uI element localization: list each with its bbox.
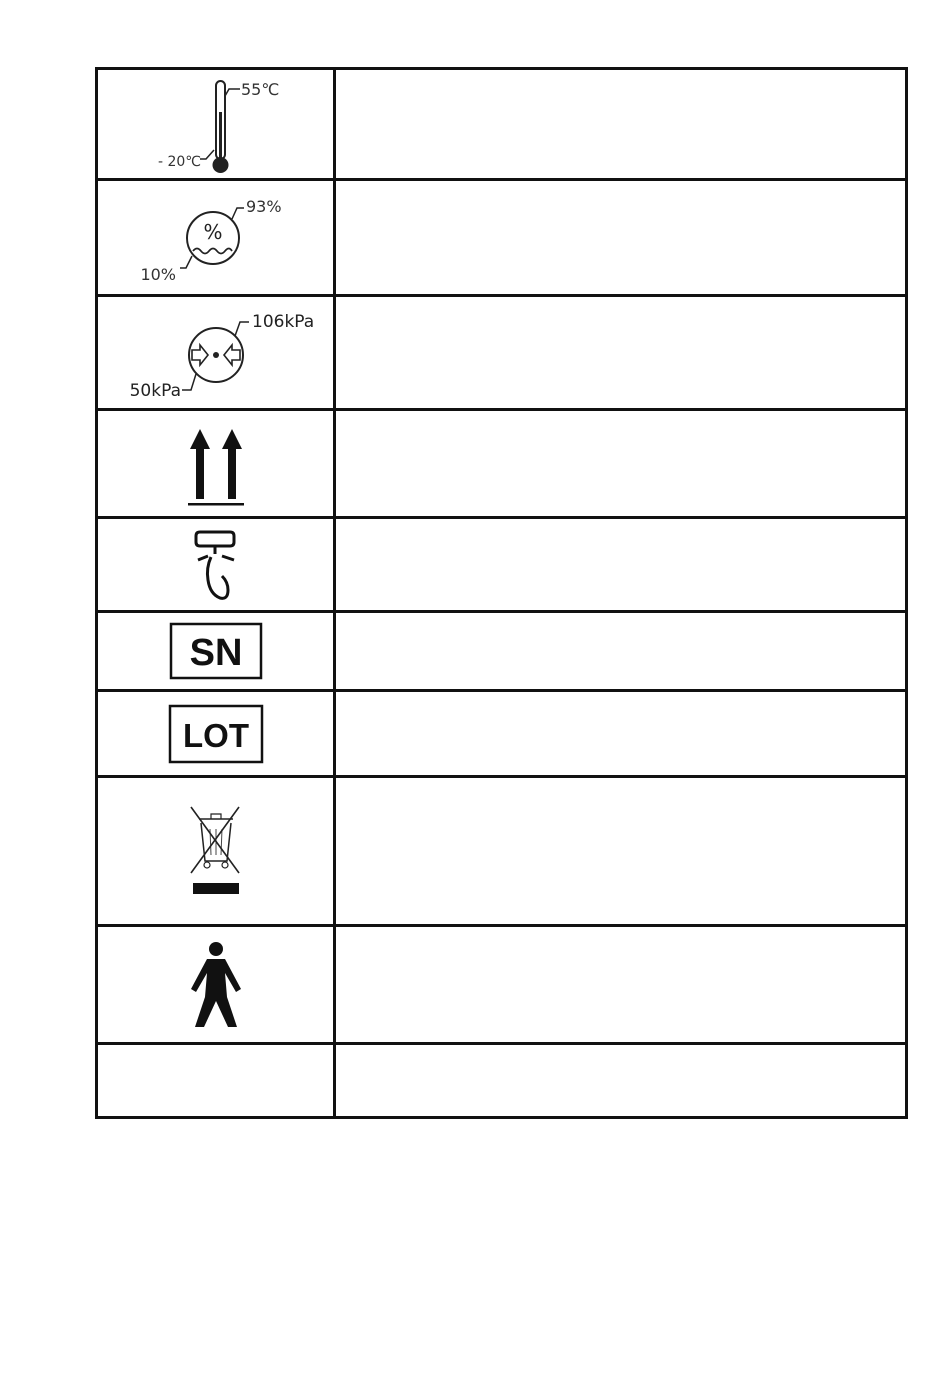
- table-row: [97, 410, 907, 518]
- table-row: [97, 691, 907, 777]
- symbol-cell: [97, 926, 335, 1044]
- description-cell: [335, 691, 907, 777]
- batch-code-icon: [168, 704, 264, 764]
- symbol-cell: [97, 410, 335, 518]
- table-row: [97, 777, 907, 926]
- upper-pressure-label: 106kPa: [251, 311, 314, 332]
- upper-temp-label: 55℃: [240, 79, 279, 99]
- serial-number-icon: [169, 622, 263, 680]
- description-cell: [335, 612, 907, 691]
- description-cell: [335, 69, 907, 180]
- type-b-applied-part-icon: [181, 937, 251, 1033]
- percent-glyph: %: [202, 219, 223, 244]
- symbol-cell: [97, 69, 335, 180]
- symbols-table: [95, 67, 908, 1119]
- temperature-limit-icon: [116, 72, 316, 177]
- symbol-cell: [97, 612, 335, 691]
- symbol-cell: [97, 296, 335, 410]
- table-row: [97, 1044, 907, 1118]
- table-row: [97, 296, 907, 410]
- lower-humidity-label: 10%: [139, 264, 176, 284]
- lot-text: LOT: [182, 716, 249, 754]
- atmospheric-pressure-limit-icon: [106, 299, 326, 407]
- table-row: [97, 926, 907, 1044]
- lower-pressure-label: 50kPa: [129, 380, 181, 401]
- symbol-cell: [97, 518, 335, 612]
- table-row: [97, 180, 907, 296]
- humidity-limit-icon: [116, 184, 316, 292]
- sn-text: SN: [189, 632, 242, 674]
- table-row: [97, 518, 907, 612]
- description-cell: [335, 777, 907, 926]
- symbol-cell: [97, 777, 335, 926]
- description-cell: [335, 180, 907, 296]
- upper-humidity-label: 93%: [245, 196, 282, 216]
- lower-temp-label: - 20℃: [157, 153, 201, 170]
- weee-crossed-bin-icon: [181, 799, 251, 903]
- table-row: [97, 612, 907, 691]
- description-cell: [335, 926, 907, 1044]
- description-cell: [335, 296, 907, 410]
- description-cell: [335, 410, 907, 518]
- this-way-up-icon: [176, 419, 256, 509]
- symbol-cell: [97, 1044, 335, 1118]
- description-cell: [335, 518, 907, 612]
- symbol-cell: [97, 180, 335, 296]
- fragile-handle-with-care-icon: [186, 524, 246, 606]
- description-cell: [335, 1044, 907, 1118]
- table-row: [97, 69, 907, 180]
- symbol-cell: [97, 691, 335, 777]
